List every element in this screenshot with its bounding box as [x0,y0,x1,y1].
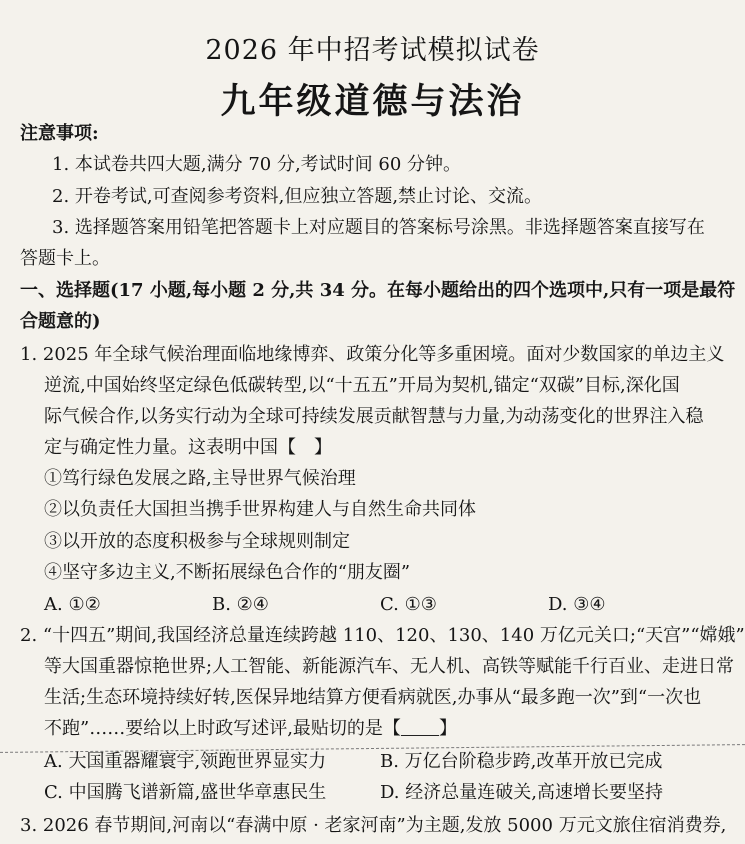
q2-option-c: C. 中国腾飞谱新篇,盛世华章惠民生 [44,782,327,803]
subject-title: 九年级道德与法治 [220,81,525,122]
q2-stem-last [44,717,457,741]
notice-item: 3. 选择题答案用铅笔把答题卡上对应题目的答案标号涂黑。非选择题答案直接写在 [52,217,705,238]
q2-option-d: D. 经济总量连破关,高速增长要坚持 [380,782,663,803]
section-heading: 一、选择题(17 小题,每小题 2 分,共 34 分。在每小题给出的四个选项中,只有一项是最符 [20,280,736,301]
q1-stem: 定与确定性力量。这表明中国【 】 [44,437,332,458]
q1-stem: 际气候合作,以务实行动为全球可持续发展贡献智慧与力量,为动荡变化的世界注入稳 [44,406,704,427]
notice-heading: 注意事项: [20,123,99,144]
exam-title: 2026 年中招考试模拟试卷 [205,35,540,66]
q1-option-a: A. ①② [44,594,101,615]
section-heading: 合题意的) [20,311,101,332]
answer-blank[interactable] [401,719,439,736]
q1-statement: ①笃行绿色发展之路,主导世界气候治理 [44,468,356,489]
q3-stem: 3. 2026 春节期间,河南以“春满中原 · 老家河南”为主题,发放 5000 万元文旅住宿消费券, [20,815,727,836]
q2-stem: 等大国重器惊艳世界;人工智能、新能源汽车、无人机、高铁等赋能千行百业、走进日常 [44,656,735,677]
q2-stem: 生活;生态环境持续好转,医保异地结算方便看病就医,办事从“最多跑一次”到“一次也 [44,687,702,708]
q1-stem: 1. 2025 年全球气候治理面临地缘博弈、政策分化等多重困境。面对少数国家的单边主义 [20,344,725,365]
q2-stem-text: 不跑”……要给以上时政写述评,最贴切的是【 [44,718,401,739]
q1-statement: ②以负责任大国担当携手世界构建人与自然生命共同体 [44,499,476,520]
notice-item: 2. 开卷考试,可查阅参考资料,但应独立答题,禁止讨论、交流。 [52,186,543,207]
q1-statement: ④坚守多边主义,不断拓展绿色合作的“朋友圈” [44,562,411,583]
notice-item: 答题卡上。 [20,248,110,269]
q1-stem: 逆流,中国始终坚定绿色低碳转型,以“十五五”开局为契机,锚定“双碳”目标,深化国 [44,375,680,396]
q1-option-c: C. ①③ [380,594,437,615]
q2-option-a: A. 大国重器耀寰宇,领跑世界显实力 [44,751,327,772]
q2-stem-bracket: 】 [438,718,457,739]
q1-option-b: B. ②④ [212,594,269,615]
notice-item: 1. 本试卷共四大题,满分 70 分,考试时间 60 分钟。 [52,154,462,175]
q1-option-d: D. ③④ [548,594,606,615]
q2-option-b: B. 万亿台阶稳步跨,改革开放已完成 [380,751,663,772]
q1-statement: ③以开放的态度积极参与全球规则制定 [44,531,350,552]
q2-stem: 2. “十四五”期间,我国经济总量连续跨越 110、120、130、140 万亿元关口;“天宫”“嫦娥” [20,625,745,646]
